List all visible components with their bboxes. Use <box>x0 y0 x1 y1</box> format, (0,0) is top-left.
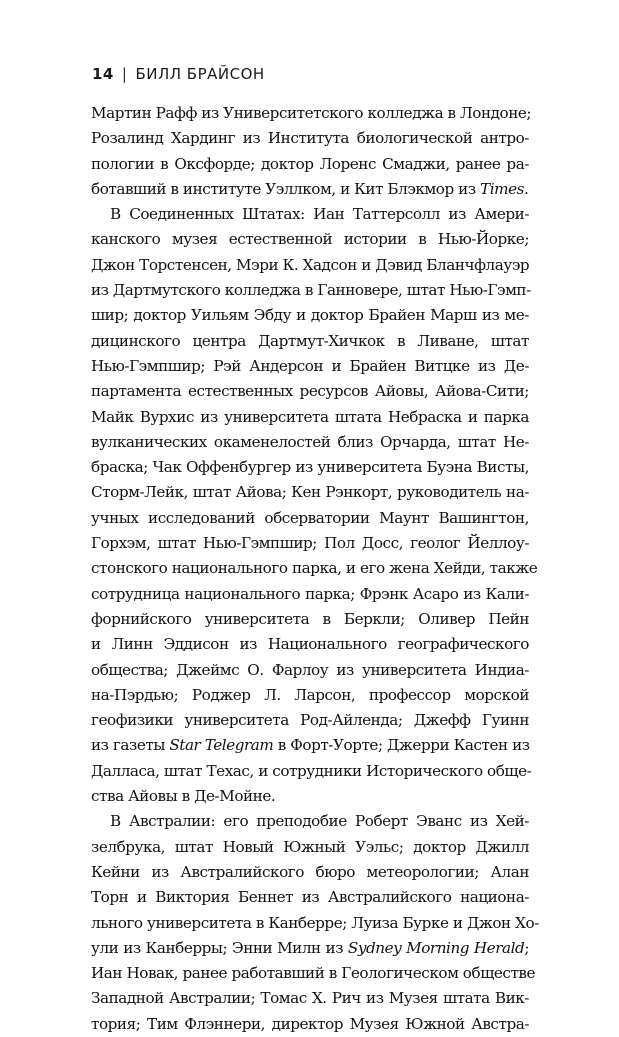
text-line <box>91 329 529 354</box>
text-run: из Дартмутского колледжа в Ганновере, штат Нью-Гэмп- <box>91 281 531 300</box>
text-run: и Линн Эддисон из Национального географического <box>91 635 529 654</box>
text-run: зелбрука, штат Новый Южный Уэльс; доктор Джилл <box>91 837 529 856</box>
text-line <box>91 961 536 986</box>
text-run: Иан Новак, ранее работавший в Геологическом обществе <box>91 964 536 983</box>
text-line <box>91 860 529 885</box>
author-name: БИЛЛ БРАЙСОН <box>135 65 265 83</box>
text-line <box>91 556 538 581</box>
text-run: В Австралии: его преподобие Роберт Эванс из Хей- <box>110 812 529 831</box>
text-line <box>91 354 529 379</box>
text-line <box>91 885 529 910</box>
text-line <box>91 683 529 708</box>
text-line <box>91 733 529 758</box>
text-run: стонского национального парка, и его жена Хейди, также <box>91 559 538 578</box>
italic-title: Star Telegram <box>169 736 274 755</box>
text-line <box>91 202 529 227</box>
text-run: ули из Канберры; Энни Милн из <box>91 938 348 957</box>
text-run: льного университета в Канберре; Луиза Бурке и Джон Хо- <box>91 913 539 932</box>
text-line <box>91 506 529 531</box>
italic-title: Times <box>480 179 524 198</box>
text-run: общества; Джеймс О. Фарлоу из университета Индиа- <box>91 660 529 679</box>
text-run: Майк Вурхис из университета штата Небраска и парка <box>91 407 529 426</box>
text-line <box>91 126 529 151</box>
running-header <box>92 65 265 83</box>
text-run: Торн и Виктория Беннет из Австралийского национа- <box>91 888 529 907</box>
text-line <box>91 835 529 860</box>
text-run: в Форт-Уорте; Джерри Кастен из <box>273 736 530 755</box>
text-run: Далласа, штат Техас, и сотрудники Исторического обще- <box>91 761 532 780</box>
text-line <box>91 253 529 278</box>
text-run: тория; Тим Флэннери, директор Музея Южной Австра- <box>91 1014 529 1033</box>
text-line <box>91 480 529 505</box>
text-line <box>91 582 529 607</box>
text-run: партамента естественных ресурсов Айовы, Айова-Сити; <box>91 382 529 401</box>
text-run: Мартин Рафф из Университетского колледжа в Лондоне; <box>91 104 532 122</box>
text-run: канского музея естественной истории в Нью-Йорке; <box>91 230 529 249</box>
text-run: браска; Чак Оффенбургер из университета Буэна Висты, <box>91 458 529 477</box>
text-run: Джон Торстенсен, Мэри К. Хадсон и Дэвид Бланчфлауэр <box>91 255 530 274</box>
text-run: вулканических окаменелостей близ Орчарда, штат Не- <box>91 432 529 451</box>
text-run: шир; доктор Уильям Эбду и доктор Брайен Марш из ме- <box>91 306 529 325</box>
text-run: Розалинд Хардинг из Института биологической антро- <box>91 129 529 148</box>
text-run: учных исследований обсерватории Маунт Вашингтон, <box>91 508 529 527</box>
text-line <box>91 708 529 733</box>
text-run: Сторм-Лейк, штат Айова; Кен Рэнкорт, руководитель на- <box>91 483 529 502</box>
page-number: 14 <box>92 65 114 83</box>
text-line <box>91 911 539 936</box>
text-line <box>91 658 529 683</box>
text-line <box>91 227 529 252</box>
text-run: пологии в Оксфорде; доктор Лоренс Смаджи, ранее ра- <box>91 154 529 173</box>
header-separator: | <box>121 65 128 83</box>
text-run: Нью-Гэмпшир; Рэй Андерсон и Брайен Витцке из Де- <box>91 356 529 375</box>
text-run: . <box>523 179 529 198</box>
italic-title: Sydney Morning Herald <box>347 938 525 957</box>
text-line <box>91 278 529 303</box>
text-run: ботавший в институте Уэллком, и Кит Блэкмор из <box>91 179 481 198</box>
text-line <box>91 430 529 455</box>
text-run: дицинского центра Дартмут-Хичкок в Ливане, штат <box>91 331 529 350</box>
text-line <box>91 101 532 126</box>
text-run: ; <box>524 938 529 957</box>
text-run: сотрудница национального парка; Фрэнк Асаро из Кали- <box>91 584 529 603</box>
text-line <box>91 177 529 202</box>
text-run: геофизики университета Род-Айленда; Джефф Гуинн <box>91 711 529 730</box>
text-run: Западной Австралии; Томас Х. Рич из Музея штата Вик- <box>91 989 529 1008</box>
text-run: на-Пэрдью; Роджер Л. Ларсон, профессор морской <box>91 685 529 704</box>
text-line <box>91 809 529 834</box>
text-line <box>91 936 529 961</box>
text-line <box>91 379 529 404</box>
text-line <box>91 405 529 430</box>
text-line <box>91 1012 529 1037</box>
text-line <box>91 632 529 657</box>
text-run: ства Айовы в Де-Мойне. <box>91 787 276 806</box>
text-line <box>91 986 529 1011</box>
text-run: из газеты <box>91 736 170 755</box>
text-line <box>91 607 529 632</box>
body-text <box>91 101 539 1037</box>
text-line <box>91 152 529 177</box>
text-line <box>91 759 532 784</box>
text-line <box>91 455 529 480</box>
text-line <box>91 303 529 328</box>
text-run: Кейни из Австралийского бюро метеорологии; Алан <box>91 862 529 881</box>
text-run: В Соединенных Штатах: Иан Таттерсолл из Амери- <box>110 205 529 224</box>
text-run: форнийского университета в Беркли; Оливер Пейн <box>91 609 529 628</box>
text-line <box>91 784 529 809</box>
text-line <box>91 531 529 556</box>
text-run: Горхэм, штат Нью-Гэмпшир; Пол Досс, геолог Йеллоу- <box>91 534 529 553</box>
